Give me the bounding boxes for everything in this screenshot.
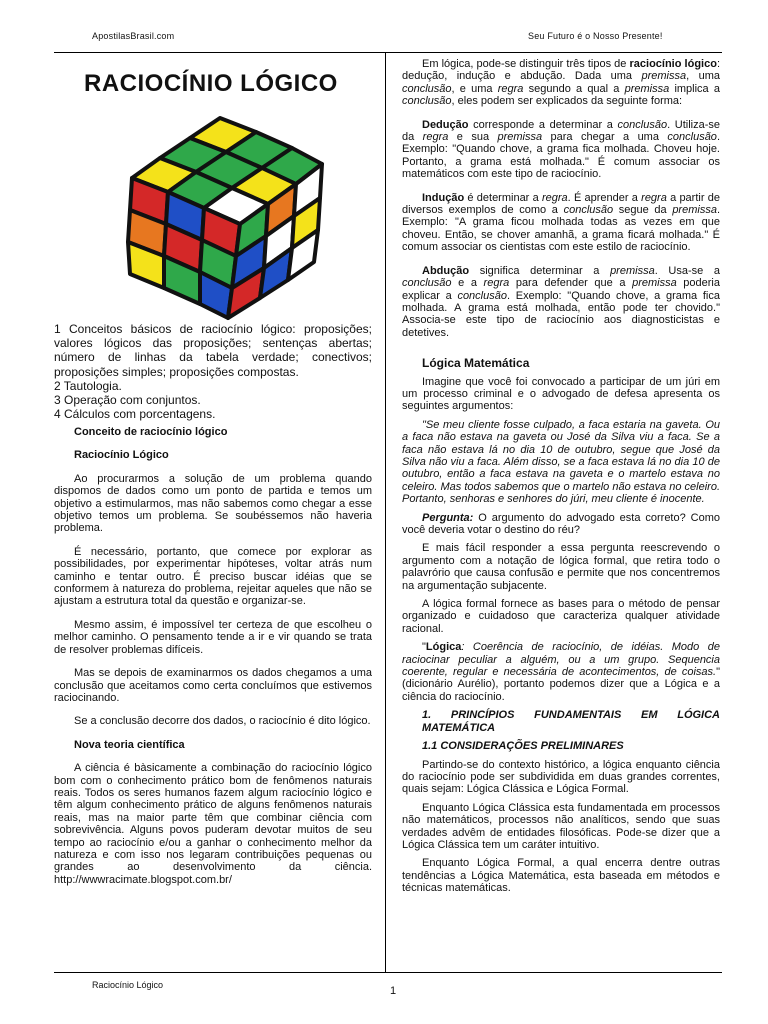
paragraph: A ciência é bàsicamente a combinação do raciocínio lógico bom com o conhecimento prático bom de fenômenos naturais reais. Todos os seres humanos fazem algum raciocínio lógico e têm algum conhecimento prático de alguns fenômenos naturais reais, mas na maior parte têm que combinar ciência com sobrevivência. Alguns povos puderam devotar muitos de seu tempo ao raciocínio e/ou a ganhar o conhecimento melhor da natureza e com isso nos legaram contribuições pequenas ou grandes ao desenvolvimento da ciência. http://wwwracimate.blogspot.com.br/	[54, 762, 372, 886]
section-heading: Raciocínio Lógico	[74, 449, 169, 462]
section-heading: Nova teoria científica	[74, 738, 185, 751]
footer-title: Raciocínio Lógico	[92, 980, 164, 990]
paragraph: Imagine que você foi convocado a participar de um júri em um processo criminal e o advogado de defesa apresenta os seguintes argumentos:	[402, 375, 720, 413]
right-column	[402, 58, 720, 895]
paragraph: Enquanto Lógica Formal, a qual encerra dentre outras tendências a Lógica Matemática, esta baseada em métodos e técnicas matemáticas.	[402, 857, 720, 895]
topic-item: 2 Tautologia.	[54, 378, 122, 393]
page-number: 1	[390, 985, 397, 997]
paragraph: Mas se depois de examinarmos os dados chegamos a uma conclusão que aceitamos como certa concluímos que estivemos raciocinando.	[54, 667, 372, 704]
paragraph: Partindo-se do contexto histórico, a lógica enquanto ciência do raciocínio pode ser subdividida em duas grandes correntes, quais sejam: Lógica Clássica e Lógica Formal.	[402, 758, 720, 796]
paragraph: Se a conclusão decorre dos dados, o raciocínio é dito lógico.	[74, 715, 371, 728]
paragraph: É necessário, portanto, que comece por explorar as possibilidades, por experimentar hipóteses, voltar atrás num caminho e tentar outro. É preciso buscar idéias que se conformem à natureza do problema, rejeitar aqueles que não se ajustam a estrutura total da questão e organizar-se.	[54, 545, 372, 608]
paragraph: A lógica formal fornece as bases para o método de pensar organizado e cuidadoso que caracteriza qualquer atividade racional.	[402, 598, 720, 635]
quote-paragraph: "Se meu cliente fosse culpado, a faca estaria na gaveta. Ou a faca não estava na gaveta ou José da Silva viu a faca. Se a faca não estava lá no dia 10 de outubro, segue que José da Silva não viu a faca. Além disso, se a faca estava lá no dia 10 de outubro, então a faca estava na gaveta e o martelo estava no celeiro. Mas todos sabemos que o martelo não estava no celeiro. Portanto, senhoras e senhores do júri, meu cliente é inocente.	[402, 418, 720, 506]
abducao-paragraph: Abdução significa determinar a premissa. Usa-se a conclusão e a regra para defender que a premissa poderia explicar a conclusão. Exemplo: "Quando chove, a grama fica molhada. A grama está molhada, então pode ter chovido." Associa-se este tipo de raciocínio aos diagnosticistas e detetives.	[402, 264, 720, 339]
section-heading: 1. PRINCÍPIOS FUNDAMENTAIS EM LÓGICA MATEMÁTICA	[422, 709, 720, 734]
section-heading: Lógica Matemática	[422, 356, 530, 371]
rubiks-cube-image	[108, 112, 332, 322]
subsection-heading: 1.1 CONSIDERAÇÕES PRELIMINARES	[422, 740, 624, 753]
deducao-paragraph: Dedução corresponde a determinar a conclusão. Utiliza-se da regra e sua premissa para chegar a uma conclusão. Exemplo: "Quando chove, a grama fica molhada. Choveu hoje. Portanto, a grama está molhada." É comum associar os matemáticos com este tipo de raciocínio.	[402, 118, 721, 181]
topic-item: 1 Conceitos básicos de raciocínio lógico: proposições; valores lógicos das proposições; sentenças abertas; número de linhas da tabela verdade; conectivos; proposições simples; proposições compostas.	[54, 322, 372, 379]
page-title: RACIOCÍNIO LÓGICO	[84, 70, 338, 97]
paragraph: Ao procurarmos a solução de um problema quando dispomos de dados como um ponto de partida e temos um objetivo a estimularmos, mas não sabemos como chegar a esse objetivo temos um problema. Se soubéssemos não haveria problema.	[54, 472, 372, 535]
question-paragraph: Pergunta: O argumento do advogado esta correto? Como você deveria votar o destino do réu?	[402, 511, 720, 536]
logica-definition: "Lógica: Coerência de raciocínio, de idéias. Modo de raciocinar peculiar a alguém, ou a um grupo. Sequencia coerente, regular e necessária de acontecimentos, de coisas." (dicionário Aurélio), portanto podemos dizer que a Lógica e a ciência do raciocínio.	[402, 641, 720, 703]
bottom-rule	[54, 972, 722, 973]
paragraph: E mais fácil responder a essa pergunta reescrevendo o argumento com a notação de lógica formal, que retira todo o palavrório que causa confusão e permite que nos concentremos na argumentação subjacente.	[402, 542, 720, 592]
topic-item: 3 Operação com conjuntos.	[54, 393, 201, 408]
paragraph: Enquanto Lógica Clássica esta fundamentada em processos não matemáticos, processos não analíticos, sendo que suas verdades advêm de entidades filosóficas. Pode-se dizer que a Lógica Clássica tem um caráter intuitivo.	[402, 801, 720, 851]
left-column	[54, 426, 372, 886]
topics-list	[54, 322, 372, 421]
topic-item: 4 Cálculos com porcentagens.	[54, 407, 216, 422]
header-slogan: Seu Futuro é o Nosso Presente!	[528, 31, 663, 41]
inducao-paragraph: Indução é determinar a regra. É aprender a regra a partir de diversos exemplos de como a conclusão segue da premissa. Exemplo: "A grama ficou molhada todas as vezes em que choveu. Então, se chover amanhã, a grama ficará molhada." É comum associar os cientistas com este estilo de raciocínio.	[402, 191, 720, 254]
paragraph: Mesmo assim, é impossível ter certeza de que escolheu o melhor caminho. O pensamento tende a ir e vir quando se trata de resolver problemas difíceis.	[54, 618, 372, 656]
column-divider	[385, 52, 386, 972]
intro-paragraph: Em lógica, pode-se distinguir três tipos de raciocínio lógico: dedução, indução e abdução. Dada uma premissa, uma conclusão, e uma regra segundo a qual a premissa implica a conclusão, eles podem ser explicados da seguinte forma:	[402, 58, 720, 108]
header-site-name: ApostilasBrasil.com	[92, 31, 175, 41]
section-heading: Conceito de raciocínio lógico	[74, 426, 228, 438]
top-rule	[54, 52, 722, 53]
